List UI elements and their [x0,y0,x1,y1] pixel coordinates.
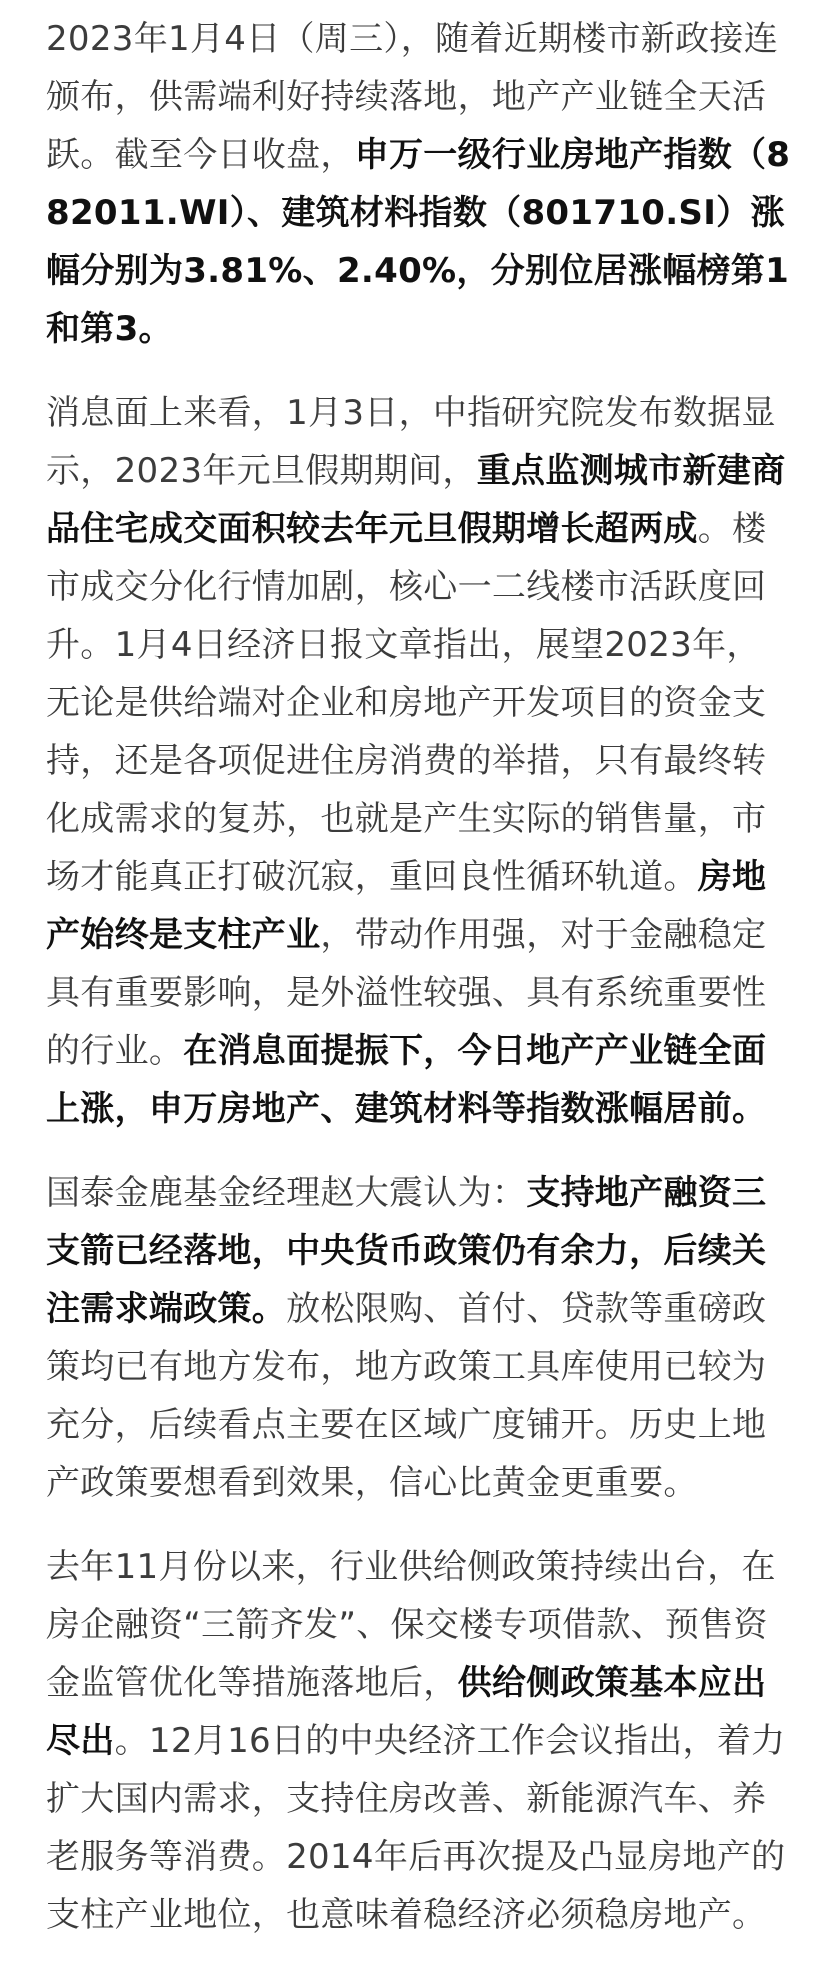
highlight-segment: 供给侧政策基本应出尽出 [46,1663,767,1761]
text-segment: 。楼市成交分化行情加剧，核心一二线楼市活跃度回升。1月4日经济日报文章指出，展望2023年，无论是供给端对企业和房地产开发项目的资金支持，还是各项促进住房消费的举措，只有最终转化成需求的复苏，也就是产生实际的销售量，市场才能真正打破沉寂，重回良性循环轨道。 [46,509,767,897]
text-segment: 。12月16日的中央经济工作会议指出，着力扩大国内需求，支持住房改善、新能源汽车、养老服务等消费。2014年后再次提及凸显房地产的支柱产业地位，也意味着稳经济必须稳房地产。 [46,1721,786,1935]
paragraph-market-close [46,10,794,358]
paragraph-supply-policy [46,1538,794,1944]
highlight-segment: 在消息面提振下，今日地产产业链全面上涨，申万房地产、建筑材料等指数涨幅居前。 [46,1031,767,1129]
paragraph-news [46,384,794,1138]
text-segment: 2023年1月4日（周三），随着近期楼市新政接连颁布，供需端利好持续落地，地产产业链全天活跃。截至今日收盘， [46,19,778,175]
text-segment: 去年11月份以来，行业供给侧政策持续出台，在房企融资“三箭齐发”、保交楼专项借款、预售资金监管优化等措施落地后， [46,1547,776,1703]
text-segment: 国泰金鹿基金经理赵大震认为： [46,1173,527,1213]
highlight-segment: 申万一级行业房地产指数（882011.WI）、建筑材料指数（801710.SI）涨幅分别为3.81%、2.40%，分别位居涨幅榜第1和第3。 [46,135,791,349]
text-segment: 放松限购、首付、贷款等重磅政策均已有地方发布，地方政策工具库使用已较为充分，后续看点主要在区域广度铺开。历史上地产政策要想看到效果，信心比黄金更重要。 [46,1289,767,1503]
highlight-segment: 房地产始终是支柱产业 [46,857,767,955]
highlight-segment: 支持地产融资三支箭已经落地，中央货币政策仍有余力，后续关注需求端政策。 [46,1173,767,1329]
text-segment: 消息面上来看，1月3日，中指研究院发布数据显示，2023年元旦假期期间， [46,393,776,491]
highlight-segment: 重点监测城市新建商品住宅成交面积较去年元旦假期增长超两成 [46,451,786,549]
paragraph-fund-manager [46,1164,794,1512]
text-segment: ，带动作用强，对于金融稳定具有重要影响，是外溢性较强、具有系统重要性的行业。 [46,915,767,1071]
